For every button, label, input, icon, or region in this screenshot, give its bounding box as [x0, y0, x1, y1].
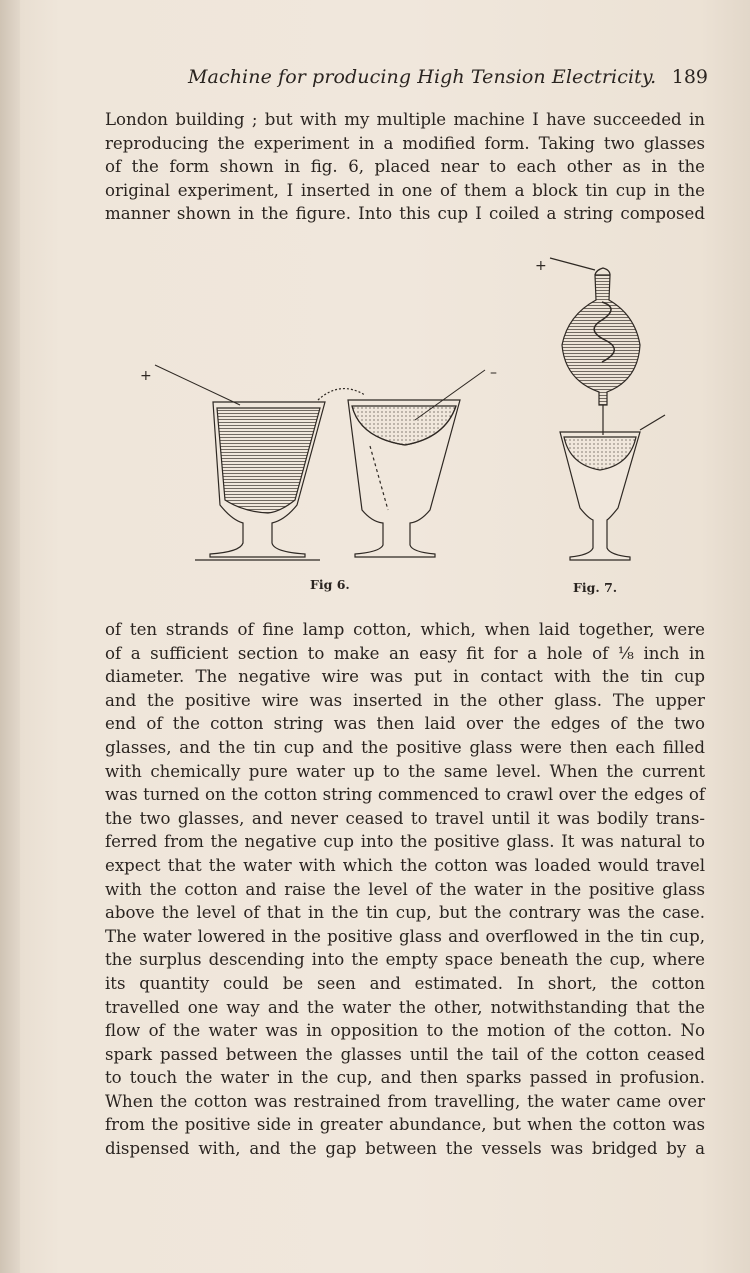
figure-illustration: [140, 250, 670, 595]
page-header: [188, 66, 708, 98]
text-line: travelled one way and the water the other, notwithstanding that the: [105, 997, 705, 1017]
text-line: ferred from the negative cup into the positive glass. It was natural to: [105, 832, 705, 852]
text-line: its quantity could be seen and estimated. In short, the cotton: [105, 973, 705, 993]
text-line: the surplus descending into the empty space beneath the cup, where: [105, 950, 705, 970]
fig6-minus-label: –: [490, 365, 497, 381]
text-line: London building ; but with my multiple machine I have succeeded in: [105, 110, 705, 129]
text-line: The water lowered in the positive glass and overflowed in the tin cup,: [105, 926, 705, 946]
text-line: of the form shown in fig. 6, placed near to each other as in the: [105, 157, 705, 177]
text-line: manner shown in the figure. Into this cup I coiled a string composed: [105, 204, 705, 224]
running-title: Machine for producing High Tension Electricity.: [188, 66, 657, 88]
text-line: was turned on the cotton string commenced to crawl over the edges of: [105, 785, 705, 805]
text-line: to touch the water in the cup, and then sparks passed in profusion.: [105, 1068, 705, 1088]
page-spine-shadow: [0, 0, 20, 1273]
positive-wire: [155, 365, 240, 405]
fig6-plus-label: +: [140, 368, 152, 384]
text-line: above the level of that in the tin cup, but the contrary was the case.: [105, 903, 705, 923]
text-line: glasses, and the tin cup and the positive glass were then each filled: [105, 737, 705, 757]
paragraph-main: [105, 618, 705, 1161]
text-line: diameter. The negative wire was put in contact with the tin cup: [105, 667, 705, 687]
text-line: When the cotton was restrained from travelling, the water came over: [105, 1091, 705, 1111]
fig7-apparatus: [550, 258, 665, 560]
fig6-positive-glass: [195, 402, 325, 560]
text-line: with chemically pure water up to the same level. When the current: [105, 761, 705, 781]
text-line: dispensed with, and the gap between the vessels was bridged by a: [105, 1139, 705, 1159]
text-line: flow of the water was in opposition to the motion of the cotton. No: [105, 1021, 705, 1041]
fig6-caption: Fig 6.: [310, 577, 350, 592]
fig6-negative-glass: [348, 400, 460, 557]
fig7-caption: Fig. 7.: [573, 580, 618, 595]
text-line: of ten strands of fine lamp cotton, which, when laid together, were: [105, 620, 705, 639]
text-line: of a sufficient section to make an easy fit for a hole of ⅛ inch in: [105, 643, 705, 663]
text-line: reproducing the experiment in a modified form. Taking two glasses: [105, 133, 705, 153]
text-line: from the positive side in greater abundance, but when the cotton was: [105, 1115, 705, 1135]
page-number: 189: [671, 66, 708, 88]
paragraph-top: [105, 108, 705, 226]
glasses-diagram: [140, 250, 670, 595]
fig7-plus-label: +: [535, 258, 547, 274]
text-line: expect that the water with which the cotton was loaded would travel: [105, 855, 705, 875]
text-line: end of the cotton string was then laid over the edges of the two: [105, 714, 705, 734]
cotton-string: [318, 389, 365, 400]
text-line: the two glasses, and never ceased to travel until it was bodily trans-: [105, 808, 705, 828]
text-line: original experiment, I inserted in one of them a block tin cup in the: [105, 180, 705, 200]
text-line: and the positive wire was inserted in the other glass. The upper: [105, 690, 705, 710]
text-line: spark passed between the glasses until the tail of the cotton ceased: [105, 1044, 705, 1064]
text-line: with the cotton and raise the level of the water in the positive glass: [105, 879, 705, 899]
